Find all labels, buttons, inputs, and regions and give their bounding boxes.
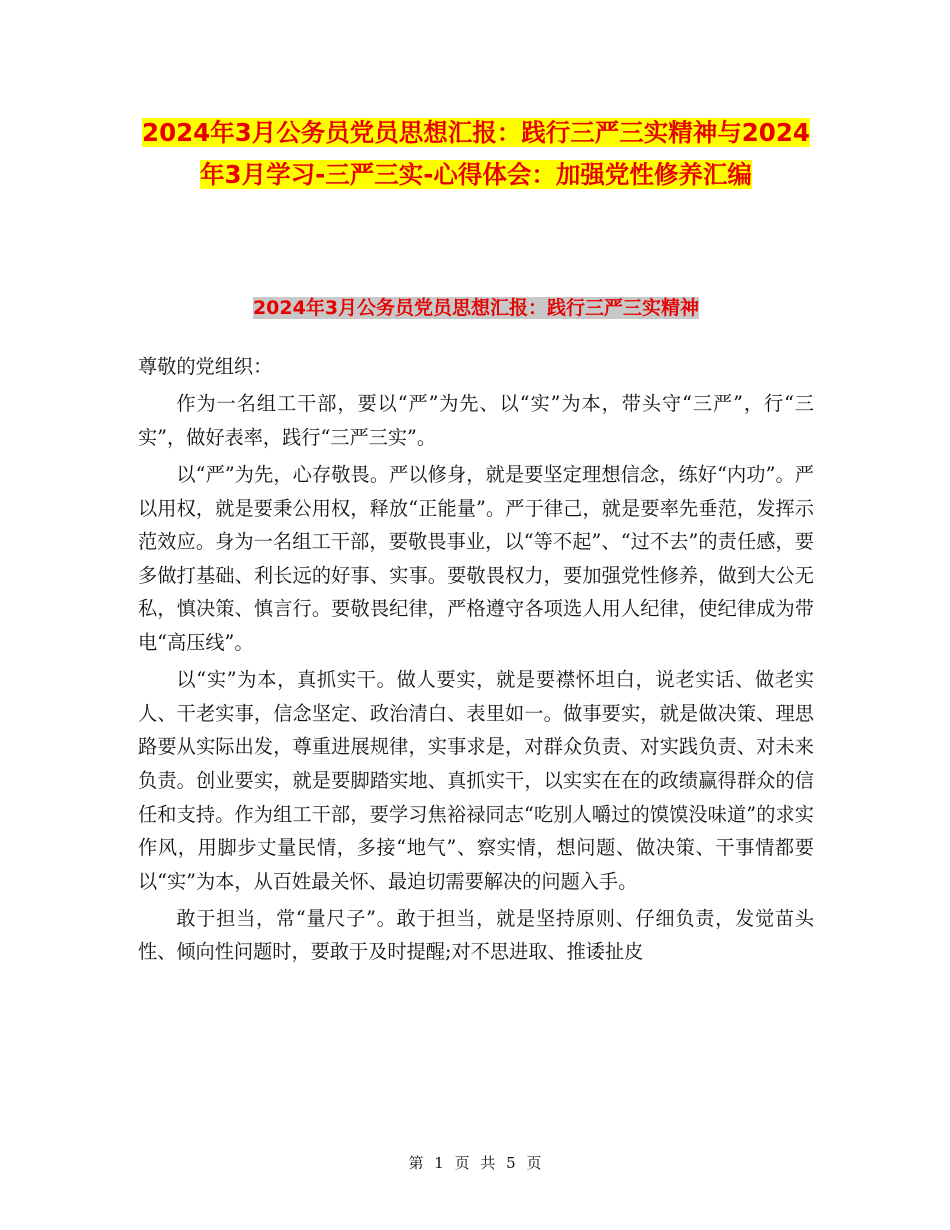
section-title-text: 2024年3月公务员党员思想汇报：践行三严三实精神: [252, 297, 700, 319]
salutation: 尊敬的党组织：: [138, 355, 273, 378]
paragraph: 作为一名组工干部，要以“严”为先、以“实”为本，带头守“三严”，行“三实”，做好表率，践行“三严三实”。: [138, 392, 814, 449]
document-body: [138, 350, 814, 973]
section-title: [138, 292, 814, 324]
paragraph: 以“严”为先，心存敬畏。严以修身，就是要坚定理想信念，练好“内功”。严以用权，就是要秉公用权，释放“正能量”。严于律己，就是要率先垂范，发挥示范效应。身为一名组工干部，要敬畏事业，以“等不起”、“过不去”的责任感，要多做打基础、利长远的好事、实事。要敬畏权力，要加强党性修养，做到大公无私，慎决策、慎言行。要敬畏纪律，严格遵守各项选人用人纪律，使纪律成为带电“高压线”。: [138, 462, 814, 654]
document-title-text: 2024年3月公务员党员思想汇报：践行三严三实精神与2024年3月学习-三严三实-心得体会：加强党性修养汇编: [142, 118, 810, 189]
paragraph: 以“实”为本，真抓实干。做人要实，就是要襟怀坦白，说老实话、做老实人、干老实事，信念坚定、政治清白、表里如一。做事要实，就是做决策、理思路要从实际出发，尊重进展规律，实事求是，对群众负责、对实践负责、对未来负责。创业要实，就是要脚踏实地、真抓实干，以实实在在的政绩赢得群众的信任和支持。作为组工干部，要学习焦裕禄同志“吃别人嚼过的馍馍没味道”的求实作风，用脚步丈量民情，多接“地气”、察实情，想问题、做决策、干事情都要以“实”为本，从百姓最关怀、最迫切需要解决的问题入手。: [138, 668, 814, 893]
page-footer: 第 1 页 共 5 页: [408, 1154, 542, 1172]
paragraph: 敢于担当，常“量尺子”。敢于担当，就是坚持原则、仔细负责，发觉苗头性、倾向性问题时，要敢于及时提醒;对不思进取、推诿扯皮: [138, 906, 814, 964]
document-title: [138, 112, 814, 196]
